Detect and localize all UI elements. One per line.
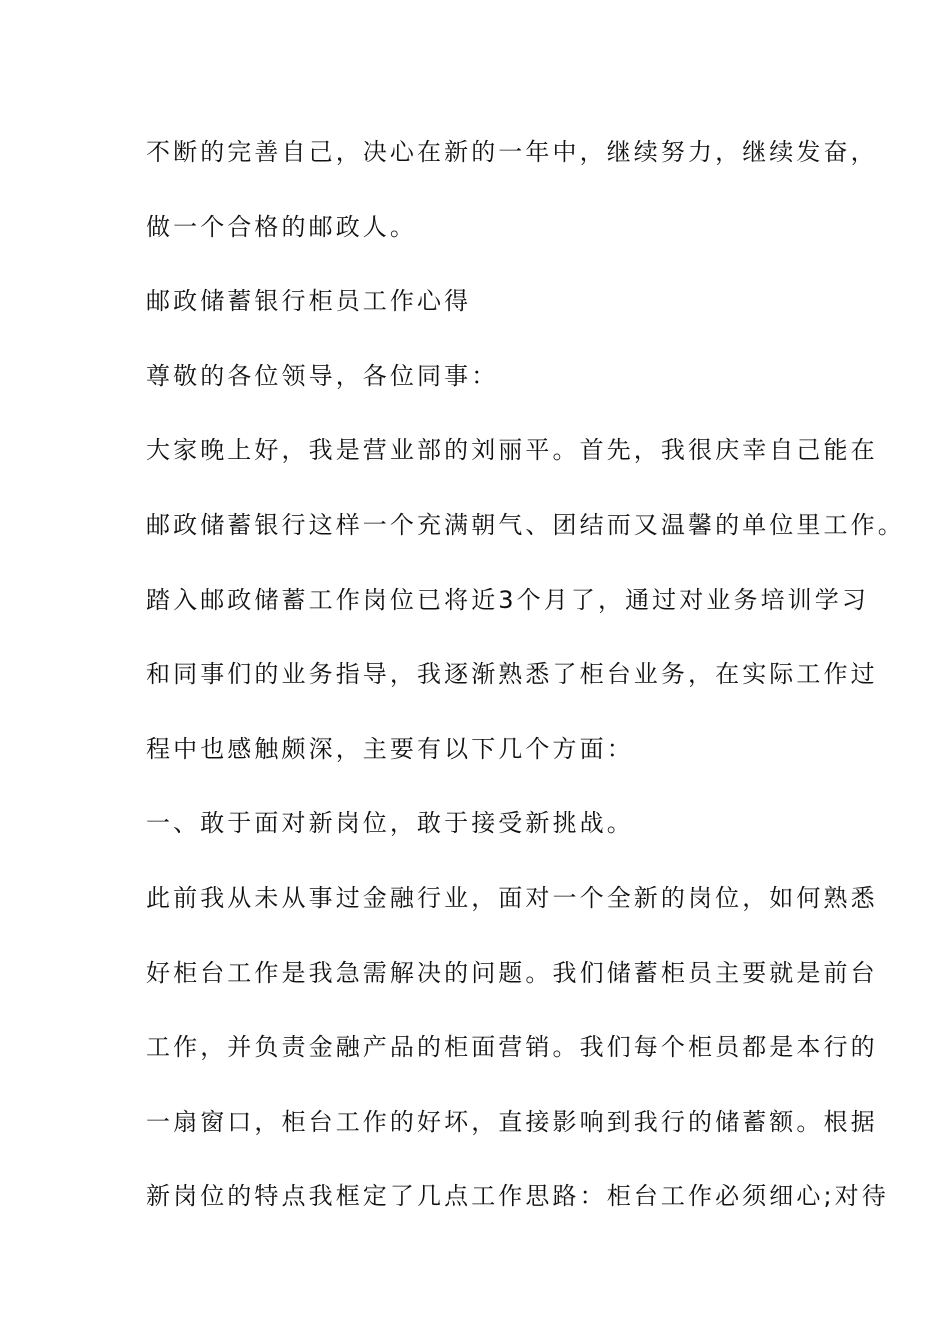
text-line: 新岗位的特点我框定了几点工作思路：柜台工作必须细心;对待: [146, 1182, 889, 1211]
text-line: 做一个合格的邮政人。: [146, 212, 417, 241]
text-line: 踏入邮政储蓄工作岗位已将近3个月了，通过对业务培训学习: [146, 585, 869, 614]
salutation: 尊敬的各位领导，各位同事：: [146, 361, 499, 390]
text-line: 和同事们的业务指导，我逐渐熟悉了柜台业务，在实际工作过: [146, 660, 878, 689]
text-line: 程中也感触颇深，主要有以下几个方面：: [146, 734, 634, 763]
document-body: [146, 131, 905, 1250]
text-line: 不断的完善自己，决心在新的一年中，继续努力，继续发奋，: [146, 138, 878, 166]
text-line: 工作，并负责金融产品的柜面营销。我们每个柜员都是本行的: [146, 1033, 878, 1062]
text-line: 好柜台工作是我急需解决的问题。我们储蓄柜员主要就是前台: [146, 958, 878, 987]
text-line: 大家晚上好，我是营业部的刘丽平。首先，我很庆幸自己能在: [146, 436, 878, 465]
section-heading: 一、敢于面对新岗位，敢于接受新挑战。: [146, 809, 634, 838]
section-title: 邮政储蓄银行柜员工作心得: [146, 287, 472, 316]
text-line: 此前我从未从事过金融行业，面对一个全新的岗位，如何熟悉: [146, 883, 878, 912]
text-line: 邮政储蓄银行这样一个充满朝气、团结而又温馨的单位里工作。: [146, 510, 905, 539]
text-line: 一扇窗口，柜台工作的好坏，直接影响到我行的储蓄额。根据: [146, 1107, 878, 1136]
